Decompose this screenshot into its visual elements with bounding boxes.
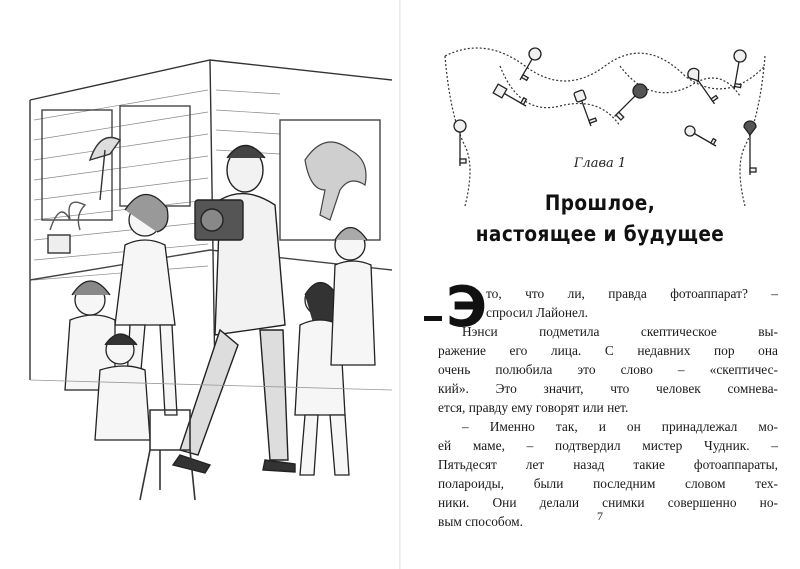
paragraph-2 [438,322,778,417]
text-line: Нэнси подметила скептическое вы- [462,324,778,339]
text-line: спросил Лайонел. [486,305,588,320]
text-line: – Именно так, и он принадлежал мо- [462,419,778,434]
chapter-title [424,188,776,250]
text-line: то, что ли, правда фотоаппарат? – [486,286,778,301]
text-line: вым способом. [438,514,523,529]
text-line: ется, правду ему говорят или нет. [438,400,629,415]
chapter-title-line-1: Прошлое, [544,191,656,215]
text-line: ники. Они делали снимки совершенно но- [438,495,778,510]
text-line: кий». Это значит, что человек сомнева- [438,381,778,396]
dropcap-letter: Э [446,275,488,340]
text-line: очень полюбила это слово – «скептичес- [438,362,778,377]
page-number: 7 [597,509,603,523]
chapter-label: Глава 1 [573,156,627,171]
text-line: ражение его лица. С недавних пор она [438,343,778,358]
paragraph-1 [438,284,778,322]
text-line: полароиды, были последним словом тех- [438,476,778,491]
chapter-title-line-2: настоящее и будущее [475,222,725,246]
right-page [400,0,800,569]
text-line: Пятьдесят лет назад такие фотоаппараты, [438,457,778,472]
text-line: ей маме, – подтвердил мистер Чудник. – [438,438,778,453]
classroom-illustration [20,50,392,520]
chapter-body [438,284,778,531]
